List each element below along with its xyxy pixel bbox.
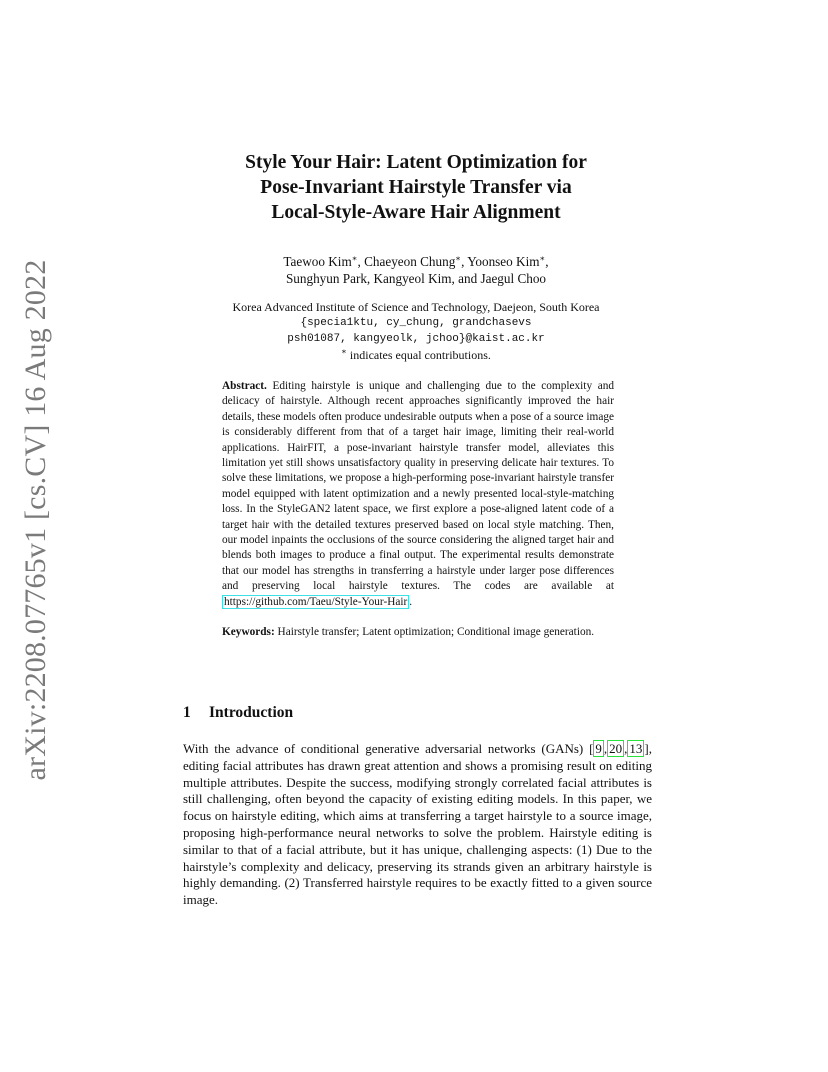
paper-title <box>180 150 652 225</box>
affiliation-block <box>180 299 652 363</box>
code-link[interactable]: https://github.com/Taeu/Style-Your-Hair <box>224 595 408 608</box>
author-name: Chaeyeon Chung <box>364 254 456 269</box>
equal-contribution-mark: ∗ <box>539 253 546 263</box>
equal-contribution-mark: ∗ <box>455 253 462 263</box>
arxiv-identifier: arXiv:2208.07765v1 [cs.CV] 16 Aug 2022 <box>19 259 52 781</box>
authors-line-1: Taewoo Kim∗, Chaeyeon Chung∗, Yoonseo Kim∗, <box>283 253 549 269</box>
email-line: psh01087, kangyeolk, jchoo}@kaist.ac.kr <box>287 333 545 345</box>
equal-contribution-mark: ∗ <box>351 253 358 263</box>
introduction-text: With the advance of conditional generative adversarial networks (GANs) [ 9 , 20 , 13 ], editing facial attributes has drawn great attention and shows a promising result on editing multiple attributes. Despite the success, modifying strongly correlated facial attributes is still challenging, often beyond the capacity of existing editing models. In this paper, we focus on hairstyle editing, which aims at transferring a target hairstyle to a source image, proposing high-performance neural networks to solve the problem. Hairstyle editing is similar to that of a facial attribute, but it has unique, challenging aspects: (1) Due to the hairstyle’s complexity and delicacy, preserving its strands given an arbitrary hairstyle is highly demanding. (2) Transferred hairstyle requires to be exactly fitted to a given source image. <box>183 741 652 908</box>
citation-link[interactable]: 13 <box>629 741 643 756</box>
keywords <box>222 625 614 640</box>
abstract: Abstract. Editing hairstyle is unique and challenging due to the complexity and delicacy of hairstyle. Although recent approaches significantly improved the hair details, these models often produce undesirable outputs when a pose of a source image is considerably different from that of a target hair image, limiting their real-world applications. HairFIT, a pose-invariant hairstyle transfer model, alleviates this limitation yet still shows unsatisfactory quality in preserving delicate hair textures. To solve these limitations, we propose a high-performing pose-invariant hairstyle transfer model equipped with latent optimization and a newly presented local-style-matching loss. In the StyleGAN2 latent space, we first explore a pose-aligned latent code of a target hair with the detailed textures preserved based on local style matching. Then, our model inpaints the occlusions of the source considering the aligned target hair and blends both images to produce a final output. The experimental results demonstrate that our model has strengths in transferring a hairstyle under larger pose differences and preserving local hairstyle textures. The codes are available at https://github.com/Taeu/Style-Your-Hair . Keywords: Hairstyle transfer; Latent optimization; Conditional image generation. <box>222 379 614 641</box>
authors-line-2: Sunghyun Park, Kangyeol Kim, and Jaegul Choo <box>285 271 547 286</box>
equal-contribution-note: ∗ indicates equal contributions. <box>341 346 491 362</box>
title-line: Style Your Hair: Latent Optimization for <box>245 152 587 173</box>
section-title: Introduction <box>209 704 294 721</box>
title-line: Local-Style-Aware Hair Alignment <box>271 202 561 223</box>
citation-link[interactable]: 9 <box>595 741 602 756</box>
section-number: 1 <box>183 704 191 721</box>
section-heading <box>183 704 293 722</box>
keywords-body: Hairstyle transfer; Latent optimization; Conditional image generation. <box>274 626 595 639</box>
author-list <box>180 253 652 287</box>
email-line: {specia1ktu, cy_chung, grandchasevs <box>300 317 532 329</box>
abstract-body: Editing hairstyle is unique and challenging due to the complexity and delicacy of hairstyle. Although recent approaches significantly improved the hair details, these models often produce undesirable outputs when a pose of a source image is considerably different from that of a target hair image, limiting their real-world applications. HairFIT, a pose-invariant hairstyle transfer model, alleviates this limitation yet still shows unsatisfactory quality in preserving delicate hair textures. To solve these limitations, we propose a high-performing pose-invariant hairstyle transfer model equipped with latent optimization and a newly presented local-style-matching loss. In the StyleGAN2 latent space, we first explore a pose-aligned latent code of a target hair with the detailed textures preserved based on local style matching. Then, our model inpaints the occlusions of the source considering the aligned target hair and blends both images to produce a final output. The experimental results demonstrate that our model has strengths in transferring a hairstyle under larger pose differences and preserving local hairstyle textures. The codes are available at <box>222 380 614 593</box>
title-line: Pose-Invariant Hairstyle Transfer via <box>260 177 572 198</box>
affiliation: Korea Advanced Institute of Science and Technology, Daejeon, South Korea <box>232 300 600 314</box>
author-name: Taewoo Kim <box>283 254 352 269</box>
keywords-label: Keywords: <box>222 626 275 639</box>
citation-link[interactable]: 20 <box>609 741 623 756</box>
abstract-label: Abstract. <box>222 380 267 392</box>
author-name: Yoonseo Kim <box>467 254 540 269</box>
